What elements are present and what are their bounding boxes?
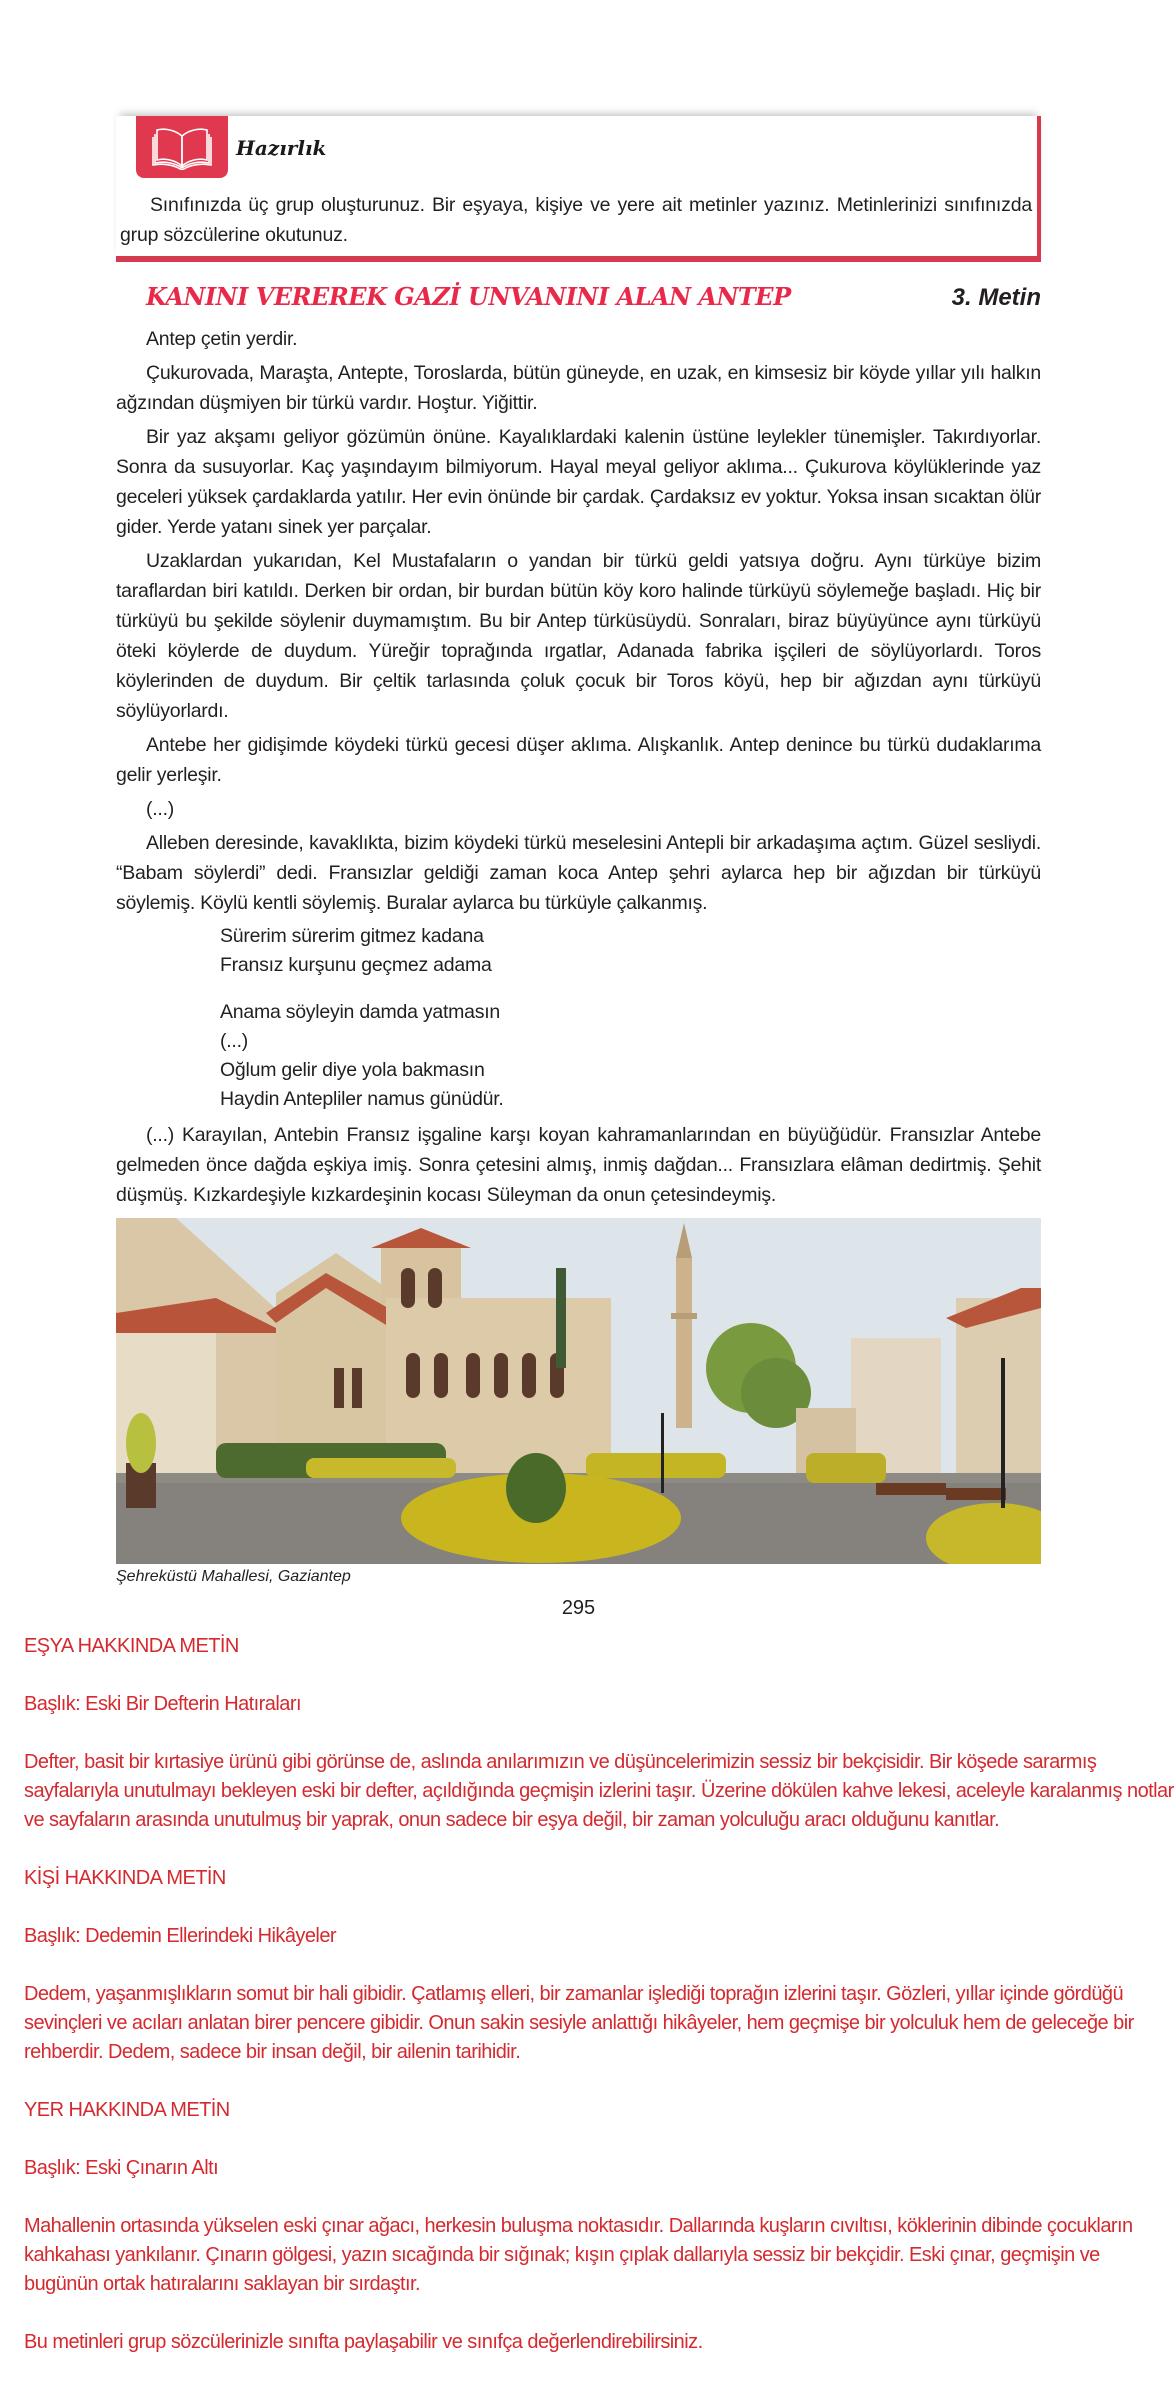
- open-book-icon: [136, 116, 228, 178]
- preparation-box: [116, 116, 1041, 262]
- verse-line: Anama söyleyin damda yatmasın: [220, 1001, 500, 1023]
- place-text-title: Başlık: Eski Çınarın Altı: [24, 2157, 219, 2179]
- verse-line: Oğlum gelir diye yola bakmasın: [220, 1059, 485, 1081]
- paragraph: Uzaklardan yukarıdan, Kel Mustafaların o yandan bir türkü geldi yatsıya doğru. Aynı türküye bizim taraflardan biri katıldı. Derken bir ordan, bir burdan bütün köy koro halinde türküyü söylemeğe başladı. Hiç bir türküyü bu şekilde söylenir duymamıştım. Bu bir Antep türküsüydü. Sonraları, biraz büyüyünce aynı türküyü öteki köylerde de duydum. Yüreğir toprağında ırgatlar, Adanada fabrika işçileri de söylüyorlardı. Toros köylerinden de duydum. Bir çeltik tarlasında çoluk çocuk bir Toros köyü, hep bir ağızdan aynı türküyü söylüyorlardı.: [116, 550, 1041, 722]
- student-answers: [24, 1632, 1174, 2386]
- preparation-title: Hazırlık: [236, 136, 327, 160]
- person-text-heading: KİŞİ HAKKINDA METİN: [24, 1867, 226, 1889]
- folk-song-verse: [116, 922, 1041, 1114]
- verse-line: (...): [220, 1030, 248, 1052]
- verse-line: Fransız kurşunu geçmez adama: [220, 954, 492, 976]
- paragraph: Çukurovada, Maraşta, Antepte, Toroslarda, bütün güneyde, en uzak, en kimsesiz bir köyde yıllar yılı halkın ağzından düşmiyen bir türkü vardır. Hoştur. Yiğittir.: [116, 362, 1041, 414]
- verse-line: Sürerim sürerim gitmez kadana: [220, 925, 484, 947]
- paragraph: (...) Karayılan, Antebin Fransız işgaline karşı koyan kahramanlarından en büyüğüdür. Fransızlar Antebe gelmeden önce dağda eşkiya imiş. Sonra çetesini almış, inmiş dağdan... Fransızlara elâman dedirtmiş. Şehit düşmüş. Kızkardeşiyle kızkardeşinin kocası Süleyman da onun çetesindeymiş.: [116, 1124, 1041, 1206]
- object-text-body: Defter, basit bir kırtasiye ürünü gibi görünse de, aslında anılarımızın ve düşüncelerimizin sessiz bir bekçisidir. Bir köşede sararmış sayfalarıyla unutulmayı bekleyen eski bir defter, açıldığında geçmişin izlerini taşır. Üzerine dökülen kahve lekesi, aceleyle karalanmış notlar ve sayfaların arasında unutulmuş bir yaprak, onun sadece bir eşya değil, bir zaman yolculuğu aracı olduğunu kanıtlar.: [24, 1751, 1174, 1831]
- paragraph: Antep çetin yerdir.: [146, 328, 298, 350]
- object-text-title: Başlık: Eski Bir Defterin Hatıraları: [24, 1693, 301, 1715]
- gaziantep-photo: [116, 1218, 1041, 1564]
- story-body: [116, 324, 1041, 1214]
- page-number: 295: [561, 1597, 596, 1619]
- person-text-title: Başlık: Dedemin Ellerindeki Hikâyeler: [24, 1925, 337, 1947]
- place-text-heading: YER HAKKINDA METİN: [24, 2099, 230, 2121]
- person-text-body: Dedem, yaşanmışlıkların somut bir hali gibidir. Çatlamış elleri, bir zamanlar işlediği toprağın izlerini taşır. Gözleri, yıllar içinde gördüğü sevinçleri ve acıları anlatan birer pencere gibidir. Onun sakin sesiyle anlattığı hikâyeler, hem geçmişe bir yolculuk hem de geleceğe bir rehberdir. Dedem, sadece bir insan değil, bir ailenin tarihidir.: [24, 1983, 1134, 2063]
- story-title: KANINI VEREREK GAZİ UNVANINI ALAN ANTEP: [146, 282, 791, 311]
- verse-line: Haydin Antepliler namus günüdür.: [220, 1088, 504, 1110]
- text-number: 3. Metin: [951, 284, 1041, 311]
- paragraph: (...): [146, 798, 174, 820]
- preparation-instructions: Sınıfınızda üç grup oluşturunuz. Bir eşyaya, kişiye ve yere ait metinler yazınız. Metinlerinizi sınıfınızda grup sözcülerine okutunuz.: [120, 194, 1032, 246]
- answers-footer: Bu metinleri grup sözcülerinizle sınıfta paylaşabilir ve sınıfça değerlendirebilirsiniz.: [24, 2331, 703, 2353]
- paragraph: Alleben deresinde, kavaklıkta, bizim köydeki türkü meselesini Antepli bir arkadaşıma açtım. Güzel sesliydi. “Babam söylerdi” dedi. Fransızlar geldiği zaman koca Antep şehri aylarca hep bir ağızdan bir türküyü söylemiş. Köylü kentli söylemiş. Buralar aylarca bu türküyle çalkanmış.: [116, 832, 1041, 914]
- place-text-body: Mahallenin ortasında yükselen eski çınar ağacı, herkesin buluşma noktasıdır. Dallarında kuşların cıvıltısı, köklerinin dibinde çocukların kahkahası yankılanır. Çınarın gölgesi, yazın sıcağında bir sığınak; kışın çıplak dallarıyla sessiz bir bekçidir. Eski çınar, geçmişin ve bugünün ortak hatıralarını saklayan bir sırdaştır.: [24, 2215, 1133, 2295]
- paragraph: Bir yaz akşamı geliyor gözümün önüne. Kayalıklardaki kalenin üstüne leylekler tünemişler. Takırdıyorlar. Sonra da susuyorlar. Kaç yaşındayım bilmiyorum. Hayal meyal geliyor aklıma... Çukurova köylüklerinde yaz geceleri yüksek çardaklarda yatılır. Her evin önünde bir çardak. Çardaksız ev yoktur. Yoksa insan sıcaktan ölür gider. Yerde yatanı sinek yer parçalar.: [116, 426, 1041, 538]
- photo-caption: Şehreküstü Mahallesi, Gaziantep: [116, 1568, 351, 1585]
- paragraph: Antebe her gidişimde köydeki türkü gecesi düşer aklıma. Alışkanlık. Antep denince bu türkü dudaklarıma gelir yerleşir.: [116, 734, 1041, 786]
- object-text-heading: EŞYA HAKKINDA METİN: [24, 1635, 239, 1657]
